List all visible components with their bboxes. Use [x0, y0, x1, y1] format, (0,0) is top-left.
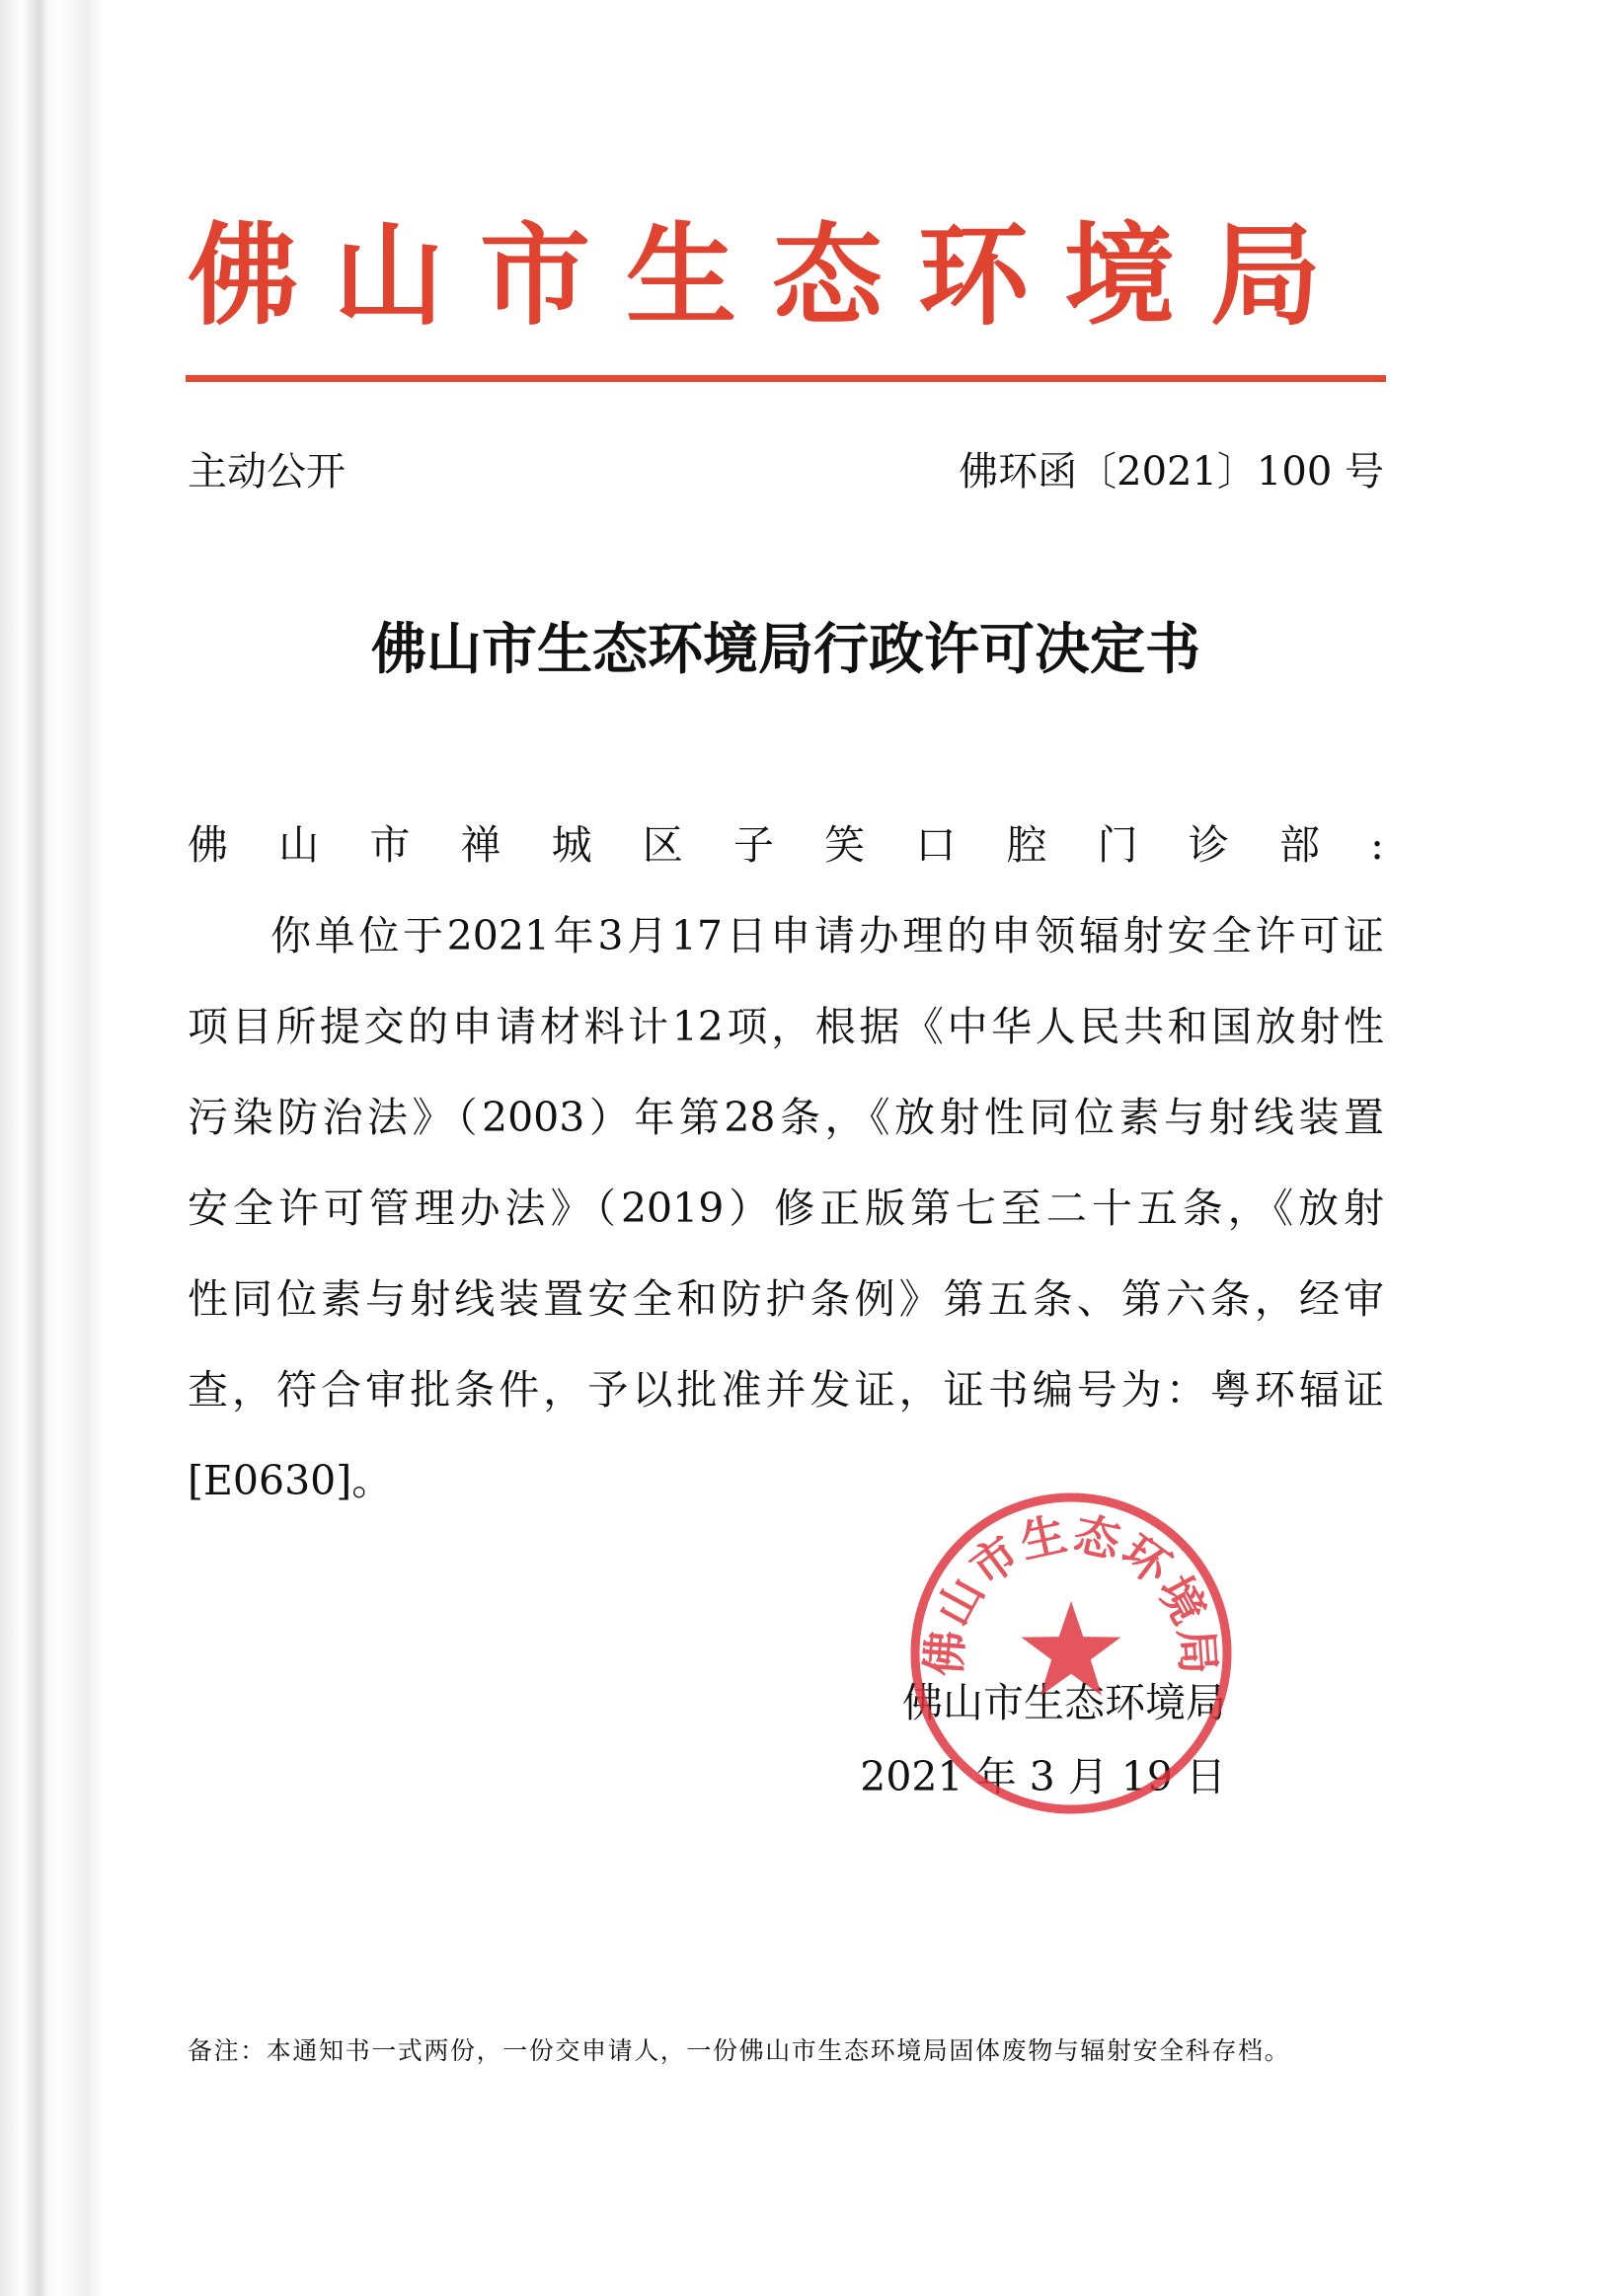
addressee: 佛山市禅城区子笑口腔门诊部:	[188, 821, 1384, 869]
disclosure-label: 主动公开	[188, 449, 346, 495]
document-title: 佛山市生态环境局行政许可决定书	[371, 617, 1200, 682]
letterhead-red-rule	[186, 375, 1386, 382]
body-line: 你单位于2021年3月17日申请办理的申领辐射安全许可证	[270, 912, 1384, 959]
signature-organization: 佛山市生态环境局	[902, 1679, 1226, 1726]
scan-binding-shadow	[0, 0, 118, 2296]
letterhead-title: 佛山市生态环境局	[188, 211, 1356, 341]
body-line: [E0630]。	[188, 1457, 393, 1504]
official-seal-stamp	[903, 1486, 1239, 1821]
body-line: 安全许可管理办法》（2019）修正版第七至二十五条，《放射	[188, 1185, 1384, 1232]
body-line: 查，符合审批条件，予以批准并发证，证书编号为：粤环辐证	[188, 1366, 1384, 1414]
body-line: 项目所提交的申请材料计12项，根据《中华人民共和国放射性	[188, 1003, 1384, 1050]
body-line: 性同位素与射线装置安全和防护条例》第五条、第六条，经审	[188, 1275, 1384, 1323]
footnote: 备注：本通知书一式两份，一份交申请人，一份佛山市生态环境局固体废物与辐射安全科存档。	[188, 2036, 1291, 2065]
signature-date: 2021 年 3 月 19 日	[860, 1753, 1226, 1800]
document-number: 佛环函〔2021〕100 号	[959, 449, 1384, 495]
body-line: 污染防治法》（2003）年第28条，《放射性同位素与射线装置	[188, 1094, 1384, 1141]
seal-text: 佛山市生态环境局	[916, 1506, 1226, 1678]
letter-body	[188, 800, 1384, 1526]
seal-star-icon	[1022, 1601, 1121, 1696]
